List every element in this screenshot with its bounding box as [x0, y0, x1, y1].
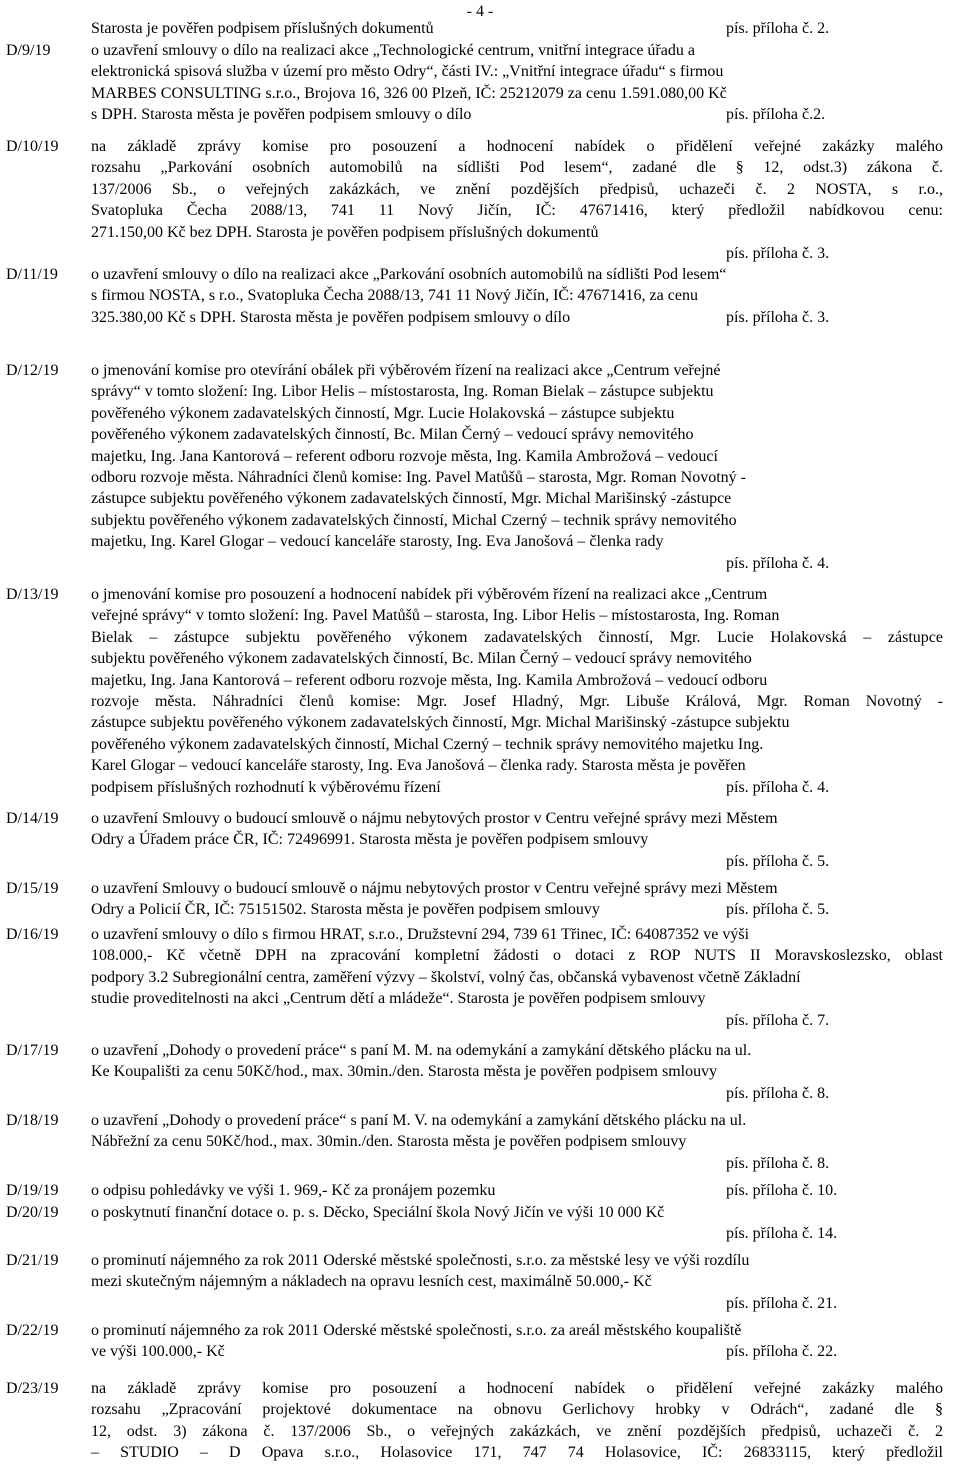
resolution-number: D/20/19 [6, 1204, 59, 1221]
resolution-number: D/15/19 [6, 880, 59, 897]
attachment-reference: pís. příloha č. 7. [726, 1011, 830, 1029]
attachment-reference: pís. příloha č.2. [726, 106, 826, 124]
resolution-text-line: Karel Glogar – vedoucí kanceláře starosty, Ing. Eva Janošová – členka rady. Starosta města je pověřen [91, 757, 746, 775]
resolution-text-line: o uzavření smlouvy o dílo na realizaci akce „Parkování osobních automobilů na sídlišti Pod lesem“ [91, 266, 727, 283]
resolution-text-line: o uzavření smlouvy o dílo s firmou HRAT, s.r.o., Družstevní 294, 739 61 Třinec, IČ: 64087352 ve výši [91, 926, 750, 943]
resolution-number: D/14/19 [6, 810, 59, 827]
resolution-text-line: Odry a Úřadem práce ČR, IČ: 72496991. Starosta města je pověřen podpisem smlouvy [91, 831, 649, 849]
resolution-text-line: 12, odst. 3) zákona č. 137/2006 Sb., o veřejných zakázkách, ve znění pozdějších předpisů, uchazeči č. 2 [91, 1422, 943, 1440]
resolution-text-line: Svatopluka Čecha 2088/13, 741 11 Nový Jičín, IČ: 47671416, který předložil nabídkovou cenu: [91, 202, 943, 220]
resolution-text-line: MARBES CONSULTING s.r.o., Brojova 16, 326 00 Plzeň, IČ: 25212079 za cenu 1.591.080,00 Kč [91, 84, 727, 102]
resolution-text-line: majetku, Ing. Karel Glogar – vedoucí kanceláře starosty, Ing. Eva Janošová – členka rady [91, 533, 664, 551]
resolution-number: D/16/19 [6, 926, 59, 943]
resolution-text-line: ve výši 100.000,- Kč [91, 1343, 225, 1361]
attachment-reference: pís. příloha č. 21. [726, 1294, 838, 1312]
resolution-text-line: o uzavření smlouvy o dílo na realizaci akce „Technologické centrum, vnitřní integrace úřadu a [91, 42, 695, 59]
resolution-number: D/11/19 [6, 266, 58, 283]
resolution-text-line: s firmou NOSTA, s r.o., Svatopluka Čecha 2088/13, 741 11 Nový Jičín, IČ: 47671416, za cenu [91, 287, 698, 305]
resolution-text-line: Bielak – zástupce subjektu pověřeného výkonem zadavatelských činností, Mgr. Lucie Holakovská – zástupce [91, 628, 943, 646]
attachment-reference: pís. příloha č. 8. [726, 1084, 830, 1102]
resolution-text-line: o odpisu pohledávky ve výši 1. 969,- Kč za pronájem pozemku [91, 1182, 496, 1199]
resolution-text-line: veřejné správy“ v tomto složení: Ing. Pavel Matůšů – starosta, Ing. Libor Helis – místostarosta, Ing. Roman [91, 607, 780, 625]
resolution-number: D/9/19 [6, 42, 51, 59]
attachment-reference: pís. příloha č. 8. [726, 1154, 830, 1172]
resolution-text-line: o uzavření Smlouvy o budoucí smlouvě o nájmu nebytových prostor v Centru veřejné správy mezi Městem [91, 880, 778, 897]
resolution-text-line: zástupce subjektu pověřeného výkonem zadavatelských činností, Mgr. Michal Marišinský -zástupce [91, 490, 732, 508]
resolution-text-line: podpory 3.2 Subregionální centra, zaměření výzvy – školství, volný čas, občanská vybavenost včetně Základní [91, 968, 801, 986]
attachment-reference: pís. příloha č. 4. [726, 778, 830, 796]
resolution-text-line: na základě zprávy komise pro posouzení a hodnocení nabídek o přidělení veřejné zakázky malého [91, 1380, 943, 1397]
resolution-text-line: rozsahu „Zpracování projektové dokumentace na obnovu Gerlichovy hrobky v Odrách“, zadané dle § [91, 1401, 943, 1419]
resolution-text-line: o prominutí nájemného za rok 2011 Oderské městské společnosti, s.r.o. za městské lesy ve výši rozdílu [91, 1252, 750, 1269]
resolution-number: D/21/19 [6, 1252, 59, 1269]
resolution-text-line: zástupce subjektu pověřeného výkonem zadavatelských činností, Mgr. Michal Marišinský -zástupce subjektu [91, 714, 790, 732]
resolution-text-line: rozsahu „Parkování osobních automobilů na sídlišti Pod lesem“, zadané dle § 12, odst.3) zákona č. [91, 159, 943, 177]
resolution-text-line: 325.380,00 Kč s DPH. Starosta města je pověřen podpisem smlouvy o dílo [91, 308, 571, 326]
resolution-text-line: rozvoje města. Náhradníci členů komise: Mgr. Josef Hladný, Mgr. Libuše Králová, Mgr. Roman Novotný - [91, 693, 943, 710]
resolution-text-line: mezi skutečným nájemným a nákladech na opravu lesních cest, maximálně 50.000,- Kč [91, 1273, 652, 1291]
resolution-text-line: pověřeného výkonem zadavatelských činností, Bc. Milan Černý – vedoucí správy nemovitého [91, 426, 694, 444]
attachment-reference: pís. příloha č. 3. [726, 245, 830, 262]
resolution-text-line: Nábřežní za cenu 50Kč/hod., max. 30min./den. Starosta města je pověřen podpisem smlouvy [91, 1133, 687, 1151]
resolution-text-line: Odry a Policií ČR, IČ: 75151502. Starosta města je pověřen podpisem smlouvy [91, 901, 600, 919]
resolution-text-line: o jmenování komise pro otevírání obálek při výběrovém řízení na realizaci akce „Centrum veřejné [91, 362, 721, 379]
attachment-reference: pís. příloha č. 5. [726, 852, 830, 870]
attachment-reference: pís. příloha č. 5. [726, 901, 830, 919]
resolution-number: D/23/19 [6, 1380, 59, 1397]
resolution-text-line: elektronická spisová služba v území pro město Odry“, části IV.: „Vnitřní integrace úřadu“ s firmou [91, 63, 724, 81]
resolution-number: D/19/19 [6, 1182, 59, 1199]
resolution-text-line: 108.000,- Kč včetně DPH na zpracování kompletní žádosti o dotaci z ROP NUTS II Moravskoslezsko, oblast [91, 947, 943, 965]
resolution-number: D/17/19 [6, 1042, 59, 1059]
resolution-text-line: majetku, Ing. Jana Kantorová – referent odboru rozvoje města, Ing. Kamila Ambrožová – vedoucí [91, 447, 718, 465]
resolution-text-line: o uzavření „Dohody o provedení práce“ s paní M. V. na odemykání a zamykání dětského plácku na ul. [91, 1112, 747, 1129]
resolution-text-line: o poskytnutí finanční dotace o. p. s. Děcko, Speciální škola Nový Jičín ve výši 10 000 Kč [91, 1204, 665, 1221]
resolution-text-line: o uzavření „Dohody o provedení práce“ s paní M. M. na odemykání a zamykání dětského plácku na ul. [91, 1042, 752, 1059]
page-number: - 4 - [466, 3, 494, 20]
resolution-text-line: Ke Koupališti za cenu 50Kč/hod., max. 30min./den. Starosta města je pověřen podpisem smlouvy [91, 1063, 718, 1081]
resolution-text-line: 271.150,00 Kč bez DPH. Starosta je pověřen podpisem příslušných dokumentů [91, 223, 599, 241]
resolution-text-line: studie proveditelnosti na akci „Centrum dětí a mládeže“. Starosta je pověřen podpisem smlouvy [91, 990, 706, 1008]
resolution-text-line: o uzavření Smlouvy o budoucí smlouvě o nájmu nebytových prostor v Centru veřejné správy mezi Městem [91, 810, 778, 827]
resolution-text-line: subjektu pověřeného výkonem zadavatelských činností, Bc. Milan Černý – vedoucí správy nemovitého [91, 650, 752, 668]
resolution-text-line: o prominutí nájemného za rok 2011 Oderské městské společnosti, s.r.o. za areál městského koupaliště [91, 1322, 742, 1339]
resolution-number: D/13/19 [6, 586, 59, 603]
resolution-text-line: správy“ v tomto složení: Ing. Libor Helis – místostarosta, Ing. Roman Bielak – zástupce subjektu [91, 383, 714, 401]
resolution-number: D/22/19 [6, 1322, 59, 1339]
attachment-reference: pís. příloha č. 22. [726, 1343, 838, 1361]
resolution-text-line: – STUDIO – D Opava s.r.o., Holasovice 171, 747 74 Holasovice, IČ: 26833115, který předložil [91, 1444, 943, 1462]
resolution-text-line: podpisem příslušných rozhodnutí k výběrovému řízení [91, 778, 441, 796]
resolution-number: D/10/19 [6, 138, 59, 155]
attachment-reference: pís. příloha č. 2. [726, 20, 830, 37]
resolution-text-line: 137/2006 Sb., o veřejných zakázkách, ve znění pozdějších předpisů, uchazeči č. 2 NOSTA, s r.o., [91, 180, 943, 198]
resolution-text-line: majetku, Ing. Jana Kantorová – referent odboru rozvoje města, Ing. Kamila Ambrožová – vedoucí odboru [91, 671, 768, 689]
attachment-reference: pís. příloha č. 4. [726, 554, 830, 572]
resolution-number: D/12/19 [6, 362, 59, 379]
resolution-text-line: o jmenování komise pro posouzení a hodnocení nabídek při výběrovém řízení na realizaci akce „Centrum [91, 586, 768, 603]
resolution-number: D/18/19 [6, 1112, 59, 1129]
resolution-text-line: pověřeného výkonem zadavatelských činností, Michal Czerný – technik správy nemovitého majetku Ing. [91, 735, 764, 753]
resolution-text-line: s DPH. Starosta města je pověřen podpisem smlouvy o dílo [91, 106, 472, 124]
resolution-text-line: odboru rozvoje města. Náhradníci členů komise: Ing. Pavel Matůšů – starosta, Mgr. Roman Novotný - [91, 469, 746, 486]
attachment-reference: pís. příloha č. 10. [726, 1182, 838, 1199]
resolution-text-line: pověřeného výkonem zadavatelských činností, Mgr. Lucie Holakovská – zástupce subjektu [91, 404, 675, 422]
resolution-text-line: Starosta je pověřen podpisem příslušných dokumentů [91, 20, 434, 37]
resolution-text-line: subjektu pověřeného výkonem zadavatelských činností, Michal Czerný – technik správy nemovitého [91, 511, 737, 529]
resolution-text-line: na základě zprávy komise pro posouzení a hodnocení nabídek o přidělení veřejné zakázky malého [91, 138, 943, 155]
attachment-reference: pís. příloha č. 14. [726, 1225, 838, 1243]
attachment-reference: pís. příloha č. 3. [726, 308, 830, 326]
